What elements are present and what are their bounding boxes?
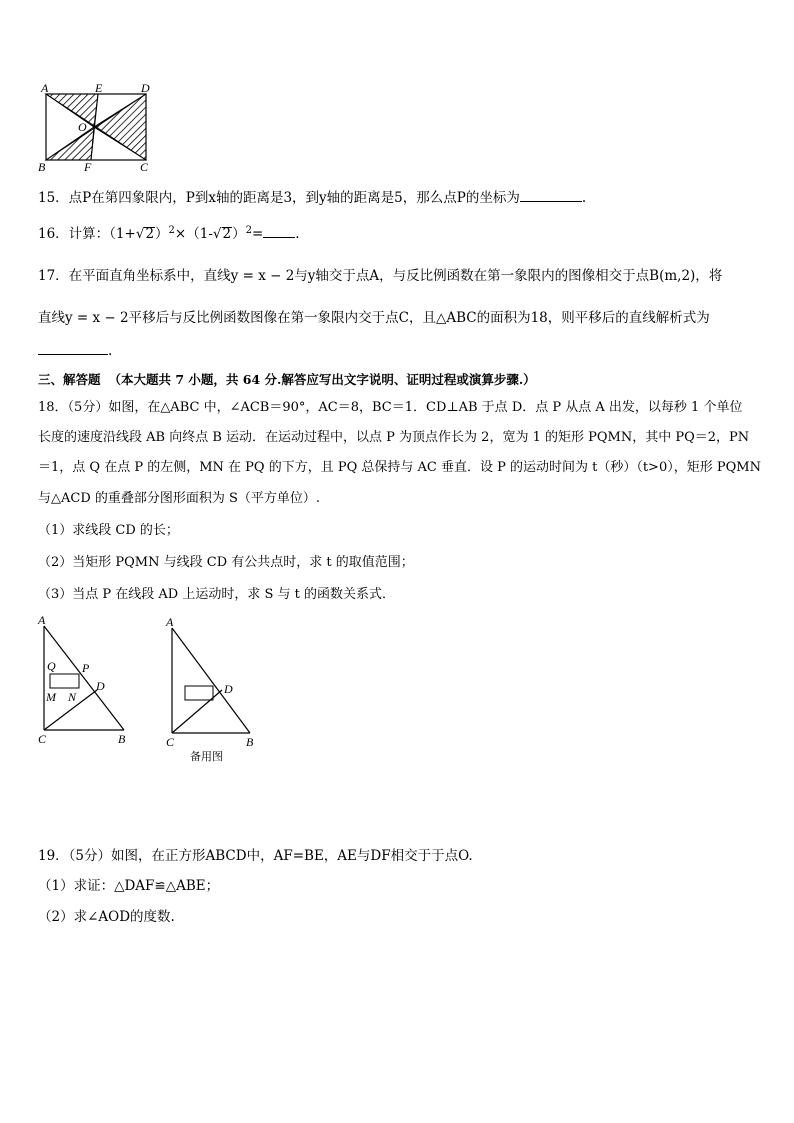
label-f: F: [84, 160, 92, 174]
label-b: B: [246, 735, 254, 749]
q15-answer-blank: [520, 189, 582, 202]
q16-exp: 2: [168, 225, 175, 236]
question-17-line2: 直线y = x − 2平移后与反比例函数图像在第一象限内交于点C，且△ABC的面积为18，则平移后的直线解析式为: [38, 310, 710, 326]
label-b: B: [38, 160, 46, 174]
q16-part2: ）: [155, 226, 169, 242]
section-heading: [38, 370, 536, 388]
q15-text: 15．点P在第四象限内，P到x轴的距离是3，到y轴的距离是5，那么点P的坐标为: [38, 190, 520, 206]
label-b: B: [118, 732, 126, 746]
q16-part5: =: [251, 226, 264, 242]
q16-part1: 16．计算：（1+: [38, 226, 136, 242]
question-19-sub1: （1）求证：△DAF≌△ABE；: [38, 878, 220, 894]
label-a: A: [166, 615, 174, 629]
hatched-triangle-dco: [94, 94, 146, 160]
question-17-line1: 17．在平面直角坐标系中，直线y = x − 2与y轴交于点A，与反比例函数在第一象限内的图像相交于点B(m,2)，将: [38, 268, 723, 284]
question-15: [38, 186, 586, 206]
figure-q18-backup: [160, 612, 270, 766]
question-18-line1: 18．（5分）如图，在△ABC 中，∠ACB＝90°，AC＝8，BC＝1．CD⊥AB 于点 D．点 P 从点 A 出发，以每秒 1 个单位: [38, 400, 743, 415]
q16-exp-2: 2: [245, 225, 252, 236]
question-19-line1: 19．（5分）如图，在正方形ABCD中，AF=BE，AE与DF相交于于点O.: [38, 848, 473, 864]
q16-part3: ×（1-: [174, 226, 213, 242]
label-a: A: [38, 613, 46, 627]
label-d: D: [224, 682, 233, 696]
radical-sign-icon: √: [135, 226, 145, 242]
rectangle-backup: [185, 686, 213, 700]
label-m: M: [46, 690, 56, 704]
question-18-line3: ＝1，点 Q 在点 P 的左侧，MN 在 PQ 的下方，且 PQ 总保持与 AC 垂直．设 P 的运动时间为 t（秒）（t>0），矩形 PQMN: [38, 460, 761, 475]
section-title: 三、解答题: [38, 372, 101, 387]
q16-sqrt-value-2: 2: [222, 226, 232, 242]
rectangle-pqmn: [50, 674, 79, 688]
question-18-sub2: （2）当矩形 PQMN 与线段 CD 有公共点时，求 t 的取值范围；: [38, 555, 414, 570]
label-e: E: [95, 82, 103, 95]
label-c: C: [166, 735, 175, 749]
figure-rectangle-hatched: [36, 82, 166, 174]
label-n: N: [68, 690, 77, 704]
section-note: （本大题共 7 小题，共 64 分.解答应写出文字说明、证明过程或演算步骤.）: [108, 372, 536, 387]
q17-end: .: [108, 343, 113, 359]
q17-answer-blank: [38, 342, 108, 355]
label-c: C: [38, 732, 47, 746]
label-d: D: [96, 679, 105, 693]
label-c: C: [140, 160, 149, 174]
segment-cd: [172, 690, 222, 733]
question-16: [38, 222, 300, 242]
q16-part4: ）: [232, 226, 246, 242]
question-19-sub2: （2）求∠AOD的度数.: [38, 909, 175, 925]
question-17-line3: [38, 342, 112, 359]
segment-ab: [172, 628, 250, 733]
label-o: O: [78, 120, 87, 134]
caption-backup-figure: 备用图: [190, 750, 223, 763]
question-18-line2: 长度的速度沿线段 AB 向终点 B 运动．在运动过程中，以点 P 为顶点作长为 2，宽为 1 的矩形 PQMN，其中 PQ＝2，PN: [38, 430, 750, 445]
label-a: A: [41, 82, 49, 95]
q15-end: .: [581, 190, 587, 206]
label-d: D: [141, 82, 150, 95]
label-p: P: [82, 661, 90, 675]
q16-answer-blank: [263, 225, 295, 238]
figure-q18-main: [32, 612, 142, 752]
label-q: Q: [47, 659, 56, 673]
radical-sign-icon: √: [212, 226, 222, 242]
question-18-line4: 与△ACD 的重叠部分图形面积为 S（平方单位）.: [38, 491, 321, 506]
q16-sqrt-value: 2: [145, 226, 155, 242]
question-18-sub3: （3）当点 P 在线段 AD 上运动时，求 S 与 t 的函数关系式．: [38, 587, 396, 602]
q16-end: .: [295, 226, 300, 242]
question-18-sub1: （1）求线段 CD 的长；: [38, 523, 179, 538]
segment-ab: [44, 626, 124, 730]
